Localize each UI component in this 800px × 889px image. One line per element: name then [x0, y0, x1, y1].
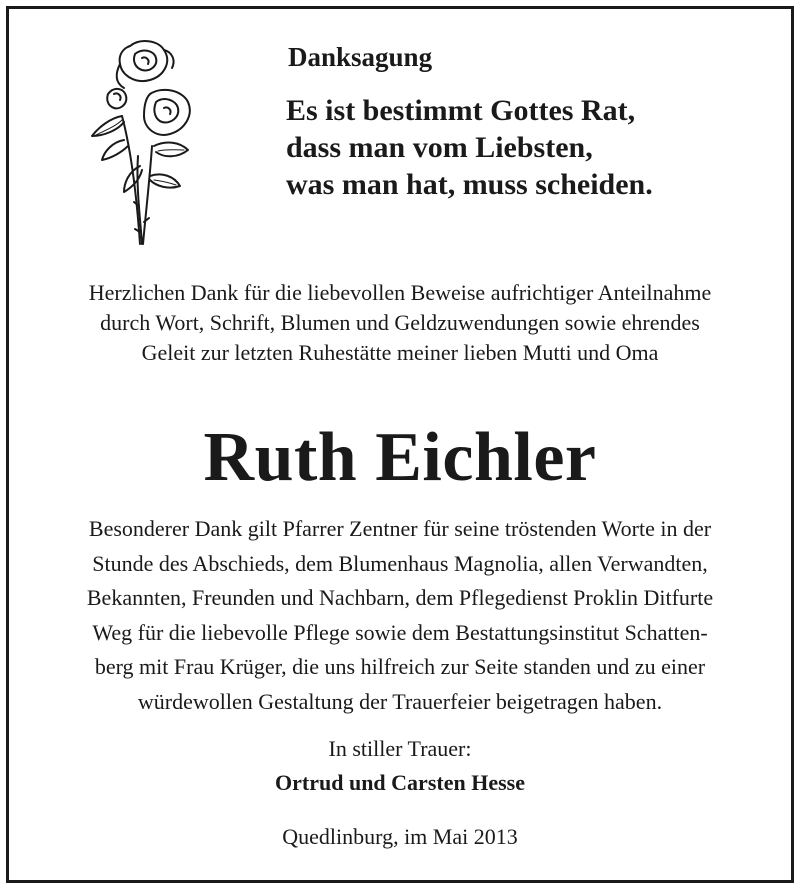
intro-paragraph — [20, 278, 780, 368]
thanks-line: Stunde des Abschieds, dem Blumenhaus Magnolia, allen Verwandten, — [92, 550, 708, 576]
poem-line: dass man vom Liebsten, — [286, 131, 593, 164]
thanks-line: Besonderer Dank gilt Pfarrer Zentner für seine tröstenden Worte in der — [88, 516, 712, 541]
heading-danksagung: Danksagung — [288, 42, 433, 72]
deceased-name: Ruth Eichler — [203, 419, 597, 496]
poem-line: Es ist bestimmt Gottes Rat, — [286, 94, 636, 127]
thanks-paragraph — [20, 512, 780, 719]
thanks-line: Weg für die liebevolle Pflege sowie dem Bestattungsinstitut Schatten- — [92, 619, 708, 645]
intro-line: Herzlichen Dank für die liebevollen Beweise aufrichtiger Anteilnahme — [88, 280, 712, 305]
place-date: Quedlinburg, im Mai 2013 — [282, 824, 518, 849]
intro-line: Geleit zur letzten Ruhestätte meiner lieben Mutti und Oma — [141, 340, 659, 365]
thanks-line: Bekannten, Freunden und Nachbarn, dem Pflegedienst Proklin Ditfurte — [86, 585, 714, 610]
rose-icon — [80, 36, 200, 251]
poem-verse — [286, 92, 653, 203]
thanks-line: berg mit Frau Krüger, die uns hilfreich zur Seite standen und zu einer — [94, 654, 706, 679]
poem-line: was man hat, muss scheiden. — [286, 168, 653, 201]
thanks-line: würdewollen Gestaltung der Trauerfeier beigetragen haben. — [137, 688, 663, 714]
mourning-label: In stiller Trauer: — [328, 736, 472, 761]
mourners-names: Ortrud und Carsten Hesse — [275, 770, 525, 795]
intro-line: durch Wort, Schrift, Blumen und Geldzuwendungen sowie ehrendes — [100, 310, 700, 335]
